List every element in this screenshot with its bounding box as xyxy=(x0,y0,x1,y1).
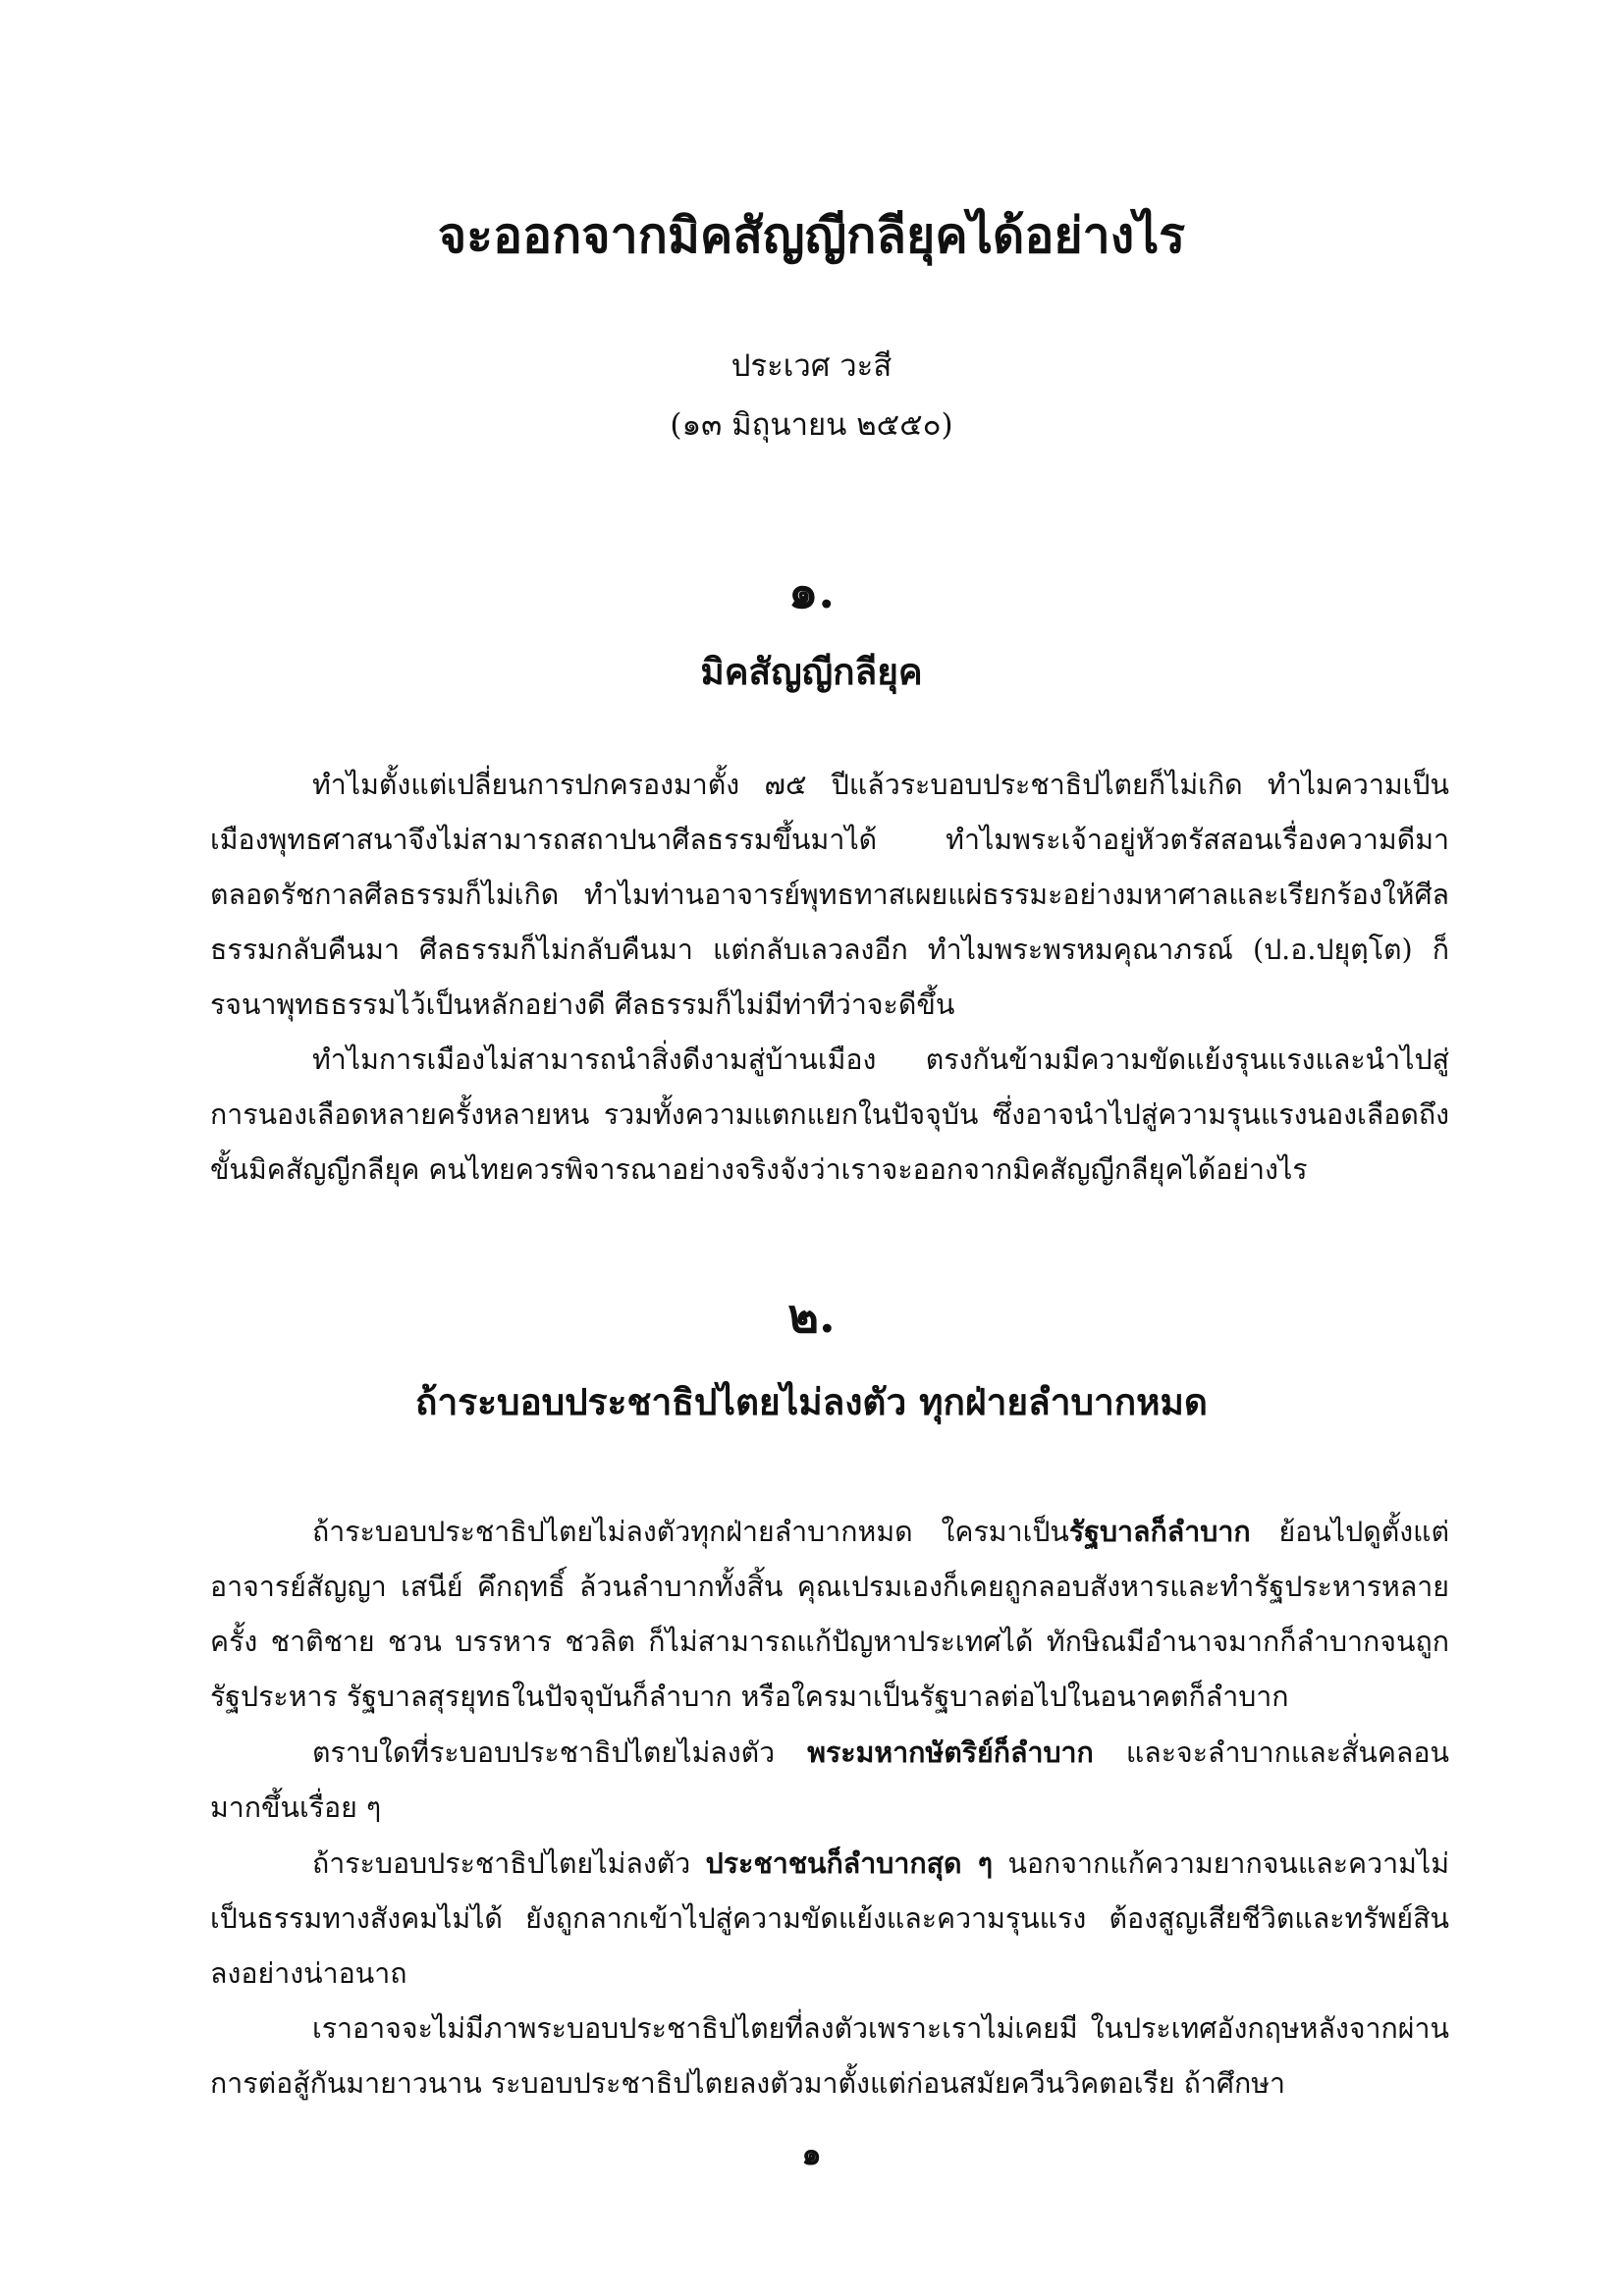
paragraph-text: ถ้าระบอบประชาธิปไตยไม่ลงตัวทุกฝ่ายลำบากหมด ใครมาเป็น xyxy=(312,1516,1069,1548)
section-1-paragraph-1: ทำไมตั้งแต่เปลี่ยนการปกครองมาตั้ง ๗๕ ปีแล้วระบอบประชาธิปไตยก็ไม่เกิด ทำไมความเป็นเมืองพุทธศาสนาจึงไม่สามารถสถาปนาศีลธรรมขึ้นมาได้ ทำไมพระเจ้าอยู่หัวตรัสสอนเรื่องความดีมาตลอดรัชกาลศีลธรรมก็ไม่เกิด ทำไมท่านอาจารย์พุทธทาสเผยแผ่ธรรมะอย่างมหาศาลและเรียกร้องให้ศีลธรรมกลับคืนมา ศีลธรรมก็ไม่กลับคืนมา แต่กลับเลวลงอีก ทำไมพระพรหมคุณาภรณ์ (ป.อ.ปยุตฺโต) ก็รจนาพุทธธรรมไว้เป็นหลักอย่างดี ศีลธรรมก็ไม่มีท่าทีว่าจะดีขึ้น xyxy=(210,769,1449,1021)
section-2-number: ๒. xyxy=(787,1289,836,1344)
section-2-heading: ถ้าระบอบประชาธิปไตยไม่ลงตัว ทุกฝ่ายลำบากหมด xyxy=(415,1380,1208,1423)
section-2-paragraph-1 xyxy=(210,1504,1449,1725)
section-2-paragraph-4: เราอาจจะไม่มีภาพระบอบประชาธิปไตยที่ลงตัวเพราะเราไม่เคยมี ในประเทศอังกฤษหลังจากผ่านการต่อสู้กันมายาวนาน ระบอบประชาธิปไตยลงตัวมาตั้งแต่ก่อนสมัยควีนวิคตอเรีย ถ้าศึกษา xyxy=(210,2012,1449,2100)
paragraph-text: ถ้าระบอบประชาธิปไตยไม่ลงตัว xyxy=(312,1847,706,1880)
section-2-body xyxy=(210,1504,1449,2111)
emphasis-text: รัฐบาลก็ลำบาก xyxy=(1068,1515,1251,1548)
document-title: จะออกจากมิคสัญญีกลียุคได้อย่างไร xyxy=(437,206,1186,264)
section-2-paragraph-3 xyxy=(210,1836,1449,2002)
section-1-heading: มิคสัญญีกลียุค xyxy=(700,650,923,693)
document-date: (๑๓ มิถุนายน ๒๕๕๐) xyxy=(670,407,953,443)
paragraph-text: ตราบใดที่ระบอบประชาธิปไตยไม่ลงตัว xyxy=(312,1736,808,1769)
section-1-body xyxy=(210,758,1449,1198)
page-number: ๑ xyxy=(801,2135,822,2172)
section-1-paragraph-2: ทำไมการเมืองไม่สามารถนำสิ่งดีงามสู่บ้านเมือง ตรงกันข้ามมีความขัดแย้งรุนแรงและนำไปสู่การนองเลือดหลายครั้งหลายหน รวมทั้งความแตกแยกในปัจจุบัน ซึ่งอาจนำไปสู่ความรุนแรงนองเลือดถึงขั้นมิคสัญญีกลียุค คนไทยควรพิจารณาอย่างจริงจังว่าเราจะออกจากมิคสัญญีกลียุคได้อย่างไร xyxy=(210,1043,1449,1186)
author-name: ประเวศ วะสี xyxy=(730,348,893,384)
paragraph-text: ย้อนไปดูตั้งแต่อาจารย์สัญญา เสนีย์ คึกฤทธิ์ ล้วนลำบากทั้งสิ้น คุณเปรมเองก็เคยถูกลอบสังหารและทำรัฐประหารหลายครั้ง ชาติชาย ชวน บรรหาร ชวลิต ก็ไม่สามารถแก้ปัญหาประเทศได้ ทักษิณมีอำนาจมากก็ลำบากจนถูกรัฐประหาร รัฐบาลสุรยุทธในปัจจุบันก็ลำบาก หรือใครมาเป็นรัฐบาลต่อไปในอนาคตก็ลำบาก xyxy=(210,1516,1450,1713)
emphasis-text: พระมหากษัตริย์ก็ลำบาก xyxy=(807,1735,1094,1769)
section-1-number: ๑. xyxy=(787,564,836,619)
paragraph-text: และจะลำบากและสั่นคลอนมากขึ้นเรื่อย ๆ xyxy=(210,1736,1449,1824)
paragraph-text: นอกจากแก้ความยากจนและความไม่เป็นธรรมทางสังคมไม่ได้ ยังถูกลากเข้าไปสู่ความขัดแย้งและความรุนแรง ต้องสูญเสียชีวิตและทรัพย์สินลงอย่างน่าอนาถ xyxy=(210,1847,1449,1990)
emphasis-text: ประชาชนก็ลำบากสุด ๆ xyxy=(705,1846,994,1880)
section-2-paragraph-2 xyxy=(210,1725,1449,1836)
